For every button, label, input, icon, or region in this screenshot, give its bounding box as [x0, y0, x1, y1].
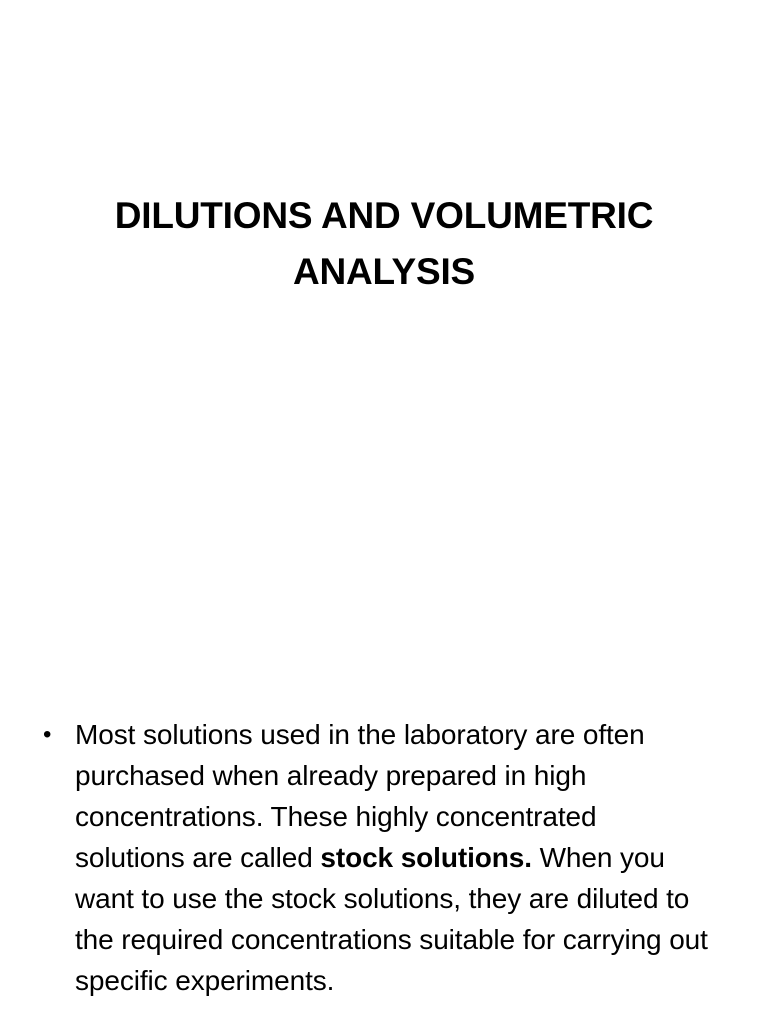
- slide-title: DILUTIONS AND VOLUMETRIC ANALYSIS: [114, 195, 654, 292]
- paragraph-text-part2: When you want to use the stock solutions, they are diluted to the required concentrations suitable for carrying out specific experiments.: [75, 842, 708, 996]
- bullet-list: [40, 714, 708, 1001]
- bullet-icon: •: [43, 721, 52, 748]
- bullet-item: [40, 714, 708, 1001]
- paragraph-text-part1: Most solutions used in the laboratory are often purchased when already prepared in high concentrations. These highly concentrated solutions are called: [75, 719, 645, 873]
- stock-solutions-term: stock solutions.: [320, 842, 532, 873]
- content-slide: [0, 576, 768, 1024]
